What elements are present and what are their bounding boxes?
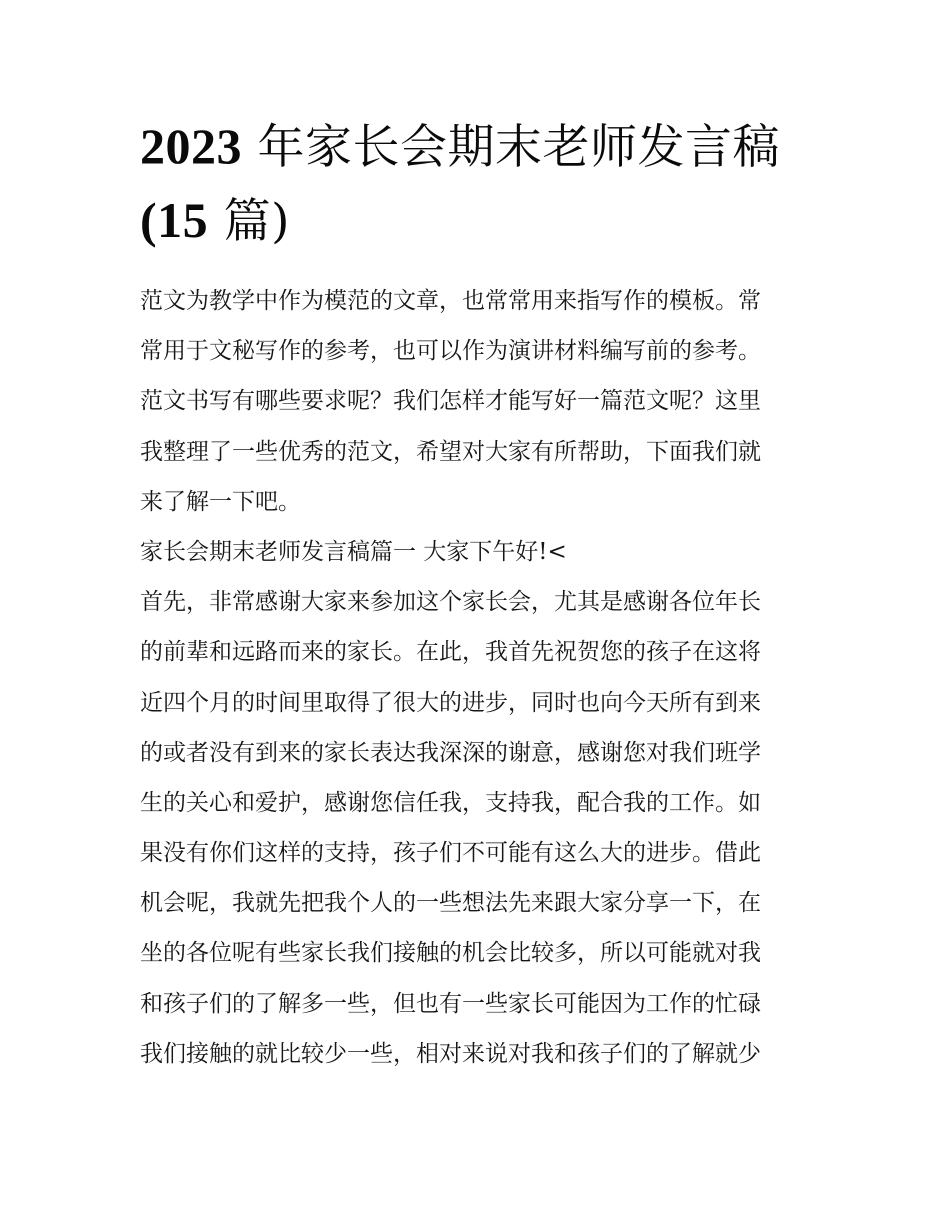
title-year: 2023 [140, 118, 242, 174]
body-line: 我们接触的就比较少一些，相对来说对我和孩子们的了解就少 [140, 1040, 761, 1067]
body-line: 的前辈和远路而来的家长。在此，我首先祝贺您的孩子在这将 [140, 639, 761, 666]
section-heading-line: 家长会期末老师发言稿篇一 大家下午好!< [140, 538, 567, 565]
body-line: 和孩子们的了解多一些，但也有一些家长可能因为工作的忙碌 [140, 990, 761, 1017]
body-line: 机会呢，我就先把我个人的一些想法先来跟大家分享一下，在 [140, 890, 761, 917]
title-text: 年家长会期末老师发言稿 [242, 120, 780, 175]
body-line: 我整理了一些优秀的范文，希望对大家有所帮助，下面我们就 [140, 438, 761, 465]
body-line: 首先，非常感谢大家来参加这个家长会，尤其是感谢各位年长 [140, 589, 761, 616]
body-line: 范文书写有哪些要求呢？我们怎样才能写好一篇范文呢？这里 [140, 388, 761, 415]
body-text [140, 276, 820, 1079]
body-line: 来了解一下吧。 [140, 488, 301, 515]
title-count-suffix: 篇) [208, 194, 290, 249]
document-title [140, 110, 820, 258]
title-line-1 [140, 110, 820, 184]
body-line: 坐的各位呢有些家长我们接触的机会比较多，所以可能就对我 [140, 940, 761, 967]
title-count: (15 [140, 192, 209, 248]
body-line: 常用于文秘写作的参考，也可以作为演讲材料编写前的参考。 [140, 338, 761, 365]
body-line: 生的关心和爱护，感谢您信任我，支持我，配合我的工作。如 [140, 789, 761, 816]
body-line: 范文为教学中作为模范的文章，也常常用来指写作的模板。常 [140, 288, 761, 314]
body-line: 近四个月的时间里取得了很大的进步，同时也向今天所有到来 [140, 689, 761, 716]
title-line-2 [140, 184, 820, 258]
body-line: 的或者没有到来的家长表达我深深的谢意，感谢您对我们班学 [140, 739, 761, 766]
body-line: 果没有你们这样的支持，孩子们不可能有这么大的进步。借此 [140, 840, 761, 867]
